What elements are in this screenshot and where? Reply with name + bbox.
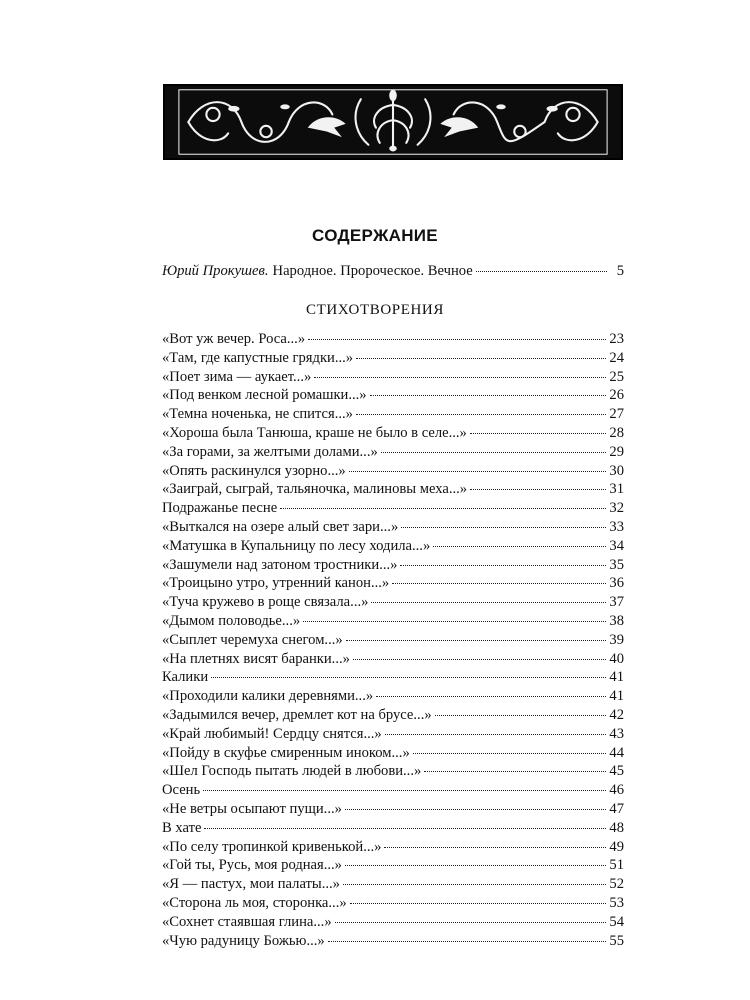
toc-entry-title: «Вот уж вечер. Роса...» <box>162 331 306 347</box>
toc-entry[interactable] <box>162 725 624 744</box>
toc-entry[interactable] <box>162 368 624 387</box>
toc-list <box>162 330 624 950</box>
toc-entry-page: 41 <box>609 669 624 686</box>
leader-dots <box>401 527 606 528</box>
toc-entry[interactable] <box>162 424 624 443</box>
toc-entry-title: «Я — пастух, мои палаты...» <box>162 876 340 893</box>
toc-entry-title: «Сторона ль моя, сторонка...» <box>162 894 347 911</box>
toc-entry-page: 45 <box>609 763 624 780</box>
leader-dots <box>392 583 606 584</box>
toc-entry[interactable] <box>162 687 624 706</box>
toc-entry-title: «Опять раскинулся узорно...» <box>162 462 346 479</box>
leader-dots <box>280 508 606 509</box>
toc-entry[interactable] <box>162 781 624 800</box>
toc-entry[interactable] <box>162 894 624 913</box>
toc-entry-title: Осень <box>162 782 201 799</box>
toc-entry-page: 51 <box>609 857 624 874</box>
toc-entry[interactable] <box>162 556 624 575</box>
toc-entry[interactable] <box>162 443 624 462</box>
toc-entry[interactable] <box>162 593 624 612</box>
leader-dots <box>470 489 606 490</box>
leader-dots <box>413 753 607 754</box>
toc-entry[interactable] <box>162 537 624 556</box>
toc-entry-title: «За горами, за желтыми долами...» <box>162 443 378 460</box>
toc-entry-title: Калики <box>162 669 209 686</box>
ornament-vine-icon <box>165 86 621 158</box>
leader-dots <box>335 922 607 923</box>
leader-dots <box>470 433 607 434</box>
leader-dots <box>353 659 606 660</box>
toc-entry-page: 32 <box>609 500 624 517</box>
toc-entry-title: «Задымился вечер, дремлет кот на брусе...» <box>162 706 432 723</box>
toc-entry-page: 49 <box>609 838 624 855</box>
toc-entry-page: 48 <box>609 819 624 836</box>
toc-entry-page: 27 <box>609 406 624 423</box>
toc-entry-page: 23 <box>609 331 624 347</box>
intro-entry[interactable] <box>162 262 624 280</box>
toc-entry[interactable] <box>162 518 624 537</box>
toc-entry[interactable] <box>162 706 624 725</box>
section-title: СТИХОТВОРЕНИЯ <box>306 302 444 318</box>
toc-entry-title: «Чую радуницу Божью...» <box>162 932 325 949</box>
leader-dots <box>303 621 606 622</box>
toc-entry-title: «Там, где капустные грядки...» <box>162 349 354 366</box>
toc-entry-page: 26 <box>609 387 624 404</box>
toc-entry-page: 42 <box>609 706 624 723</box>
toc-entry-page: 52 <box>609 876 624 893</box>
toc-entry[interactable] <box>162 668 624 687</box>
toc-entry[interactable] <box>162 856 624 875</box>
toc-entry[interactable] <box>162 405 624 424</box>
toc-entry-title: «Шел Господь пытать людей в любови...» <box>162 763 422 780</box>
toc-entry-title: «Поет зима — аукает...» <box>162 368 312 385</box>
leader-dots <box>308 339 606 340</box>
toc-entry-page: 39 <box>609 631 624 648</box>
toc-entry-page: 29 <box>609 443 624 460</box>
toc-entry-page: 55 <box>609 932 624 949</box>
toc-entry-page: 24 <box>609 349 624 366</box>
toc-entry-title: «Туча кружево в роще связала...» <box>162 594 369 611</box>
leader-dots <box>346 640 607 641</box>
toc-entry[interactable] <box>162 650 624 669</box>
leader-dots <box>328 941 607 942</box>
leader-dots <box>385 734 607 735</box>
leader-dots <box>350 903 607 904</box>
intro-author: Юрий Прокушев. <box>162 263 269 279</box>
toc-entry-page: 53 <box>609 894 624 911</box>
toc-entry-page: 47 <box>609 800 624 817</box>
leader-dots <box>343 884 606 885</box>
leader-dots <box>356 414 606 415</box>
toc-entry[interactable] <box>162 913 624 932</box>
toc-entry-page: 28 <box>609 424 624 441</box>
intro-page: 5 <box>616 263 624 279</box>
toc-entry-page: 44 <box>609 744 624 761</box>
leader-dots <box>204 828 606 829</box>
toc-entry[interactable] <box>162 386 624 405</box>
toc-entry-title: «Пойду в скуфье смиренным иноком...» <box>162 744 410 761</box>
toc-entry-title: «Под венком лесной ромашки...» <box>162 387 367 404</box>
leader-dots <box>433 546 606 547</box>
leader-dots <box>349 471 607 472</box>
toc-entry-page: 34 <box>609 537 624 554</box>
toc-entry-title: «Проходили калики деревнями...» <box>162 688 374 705</box>
toc-entry[interactable] <box>162 349 624 368</box>
decorative-headband <box>163 84 623 160</box>
toc-entry-title: «Дымом половодье...» <box>162 612 301 629</box>
toc-entry-title: «По селу тропинкой кривенькой...» <box>162 838 382 855</box>
leader-dots <box>345 809 606 810</box>
toc-entry-title: «Сыплет черемуха снегом...» <box>162 631 343 648</box>
toc-entry[interactable] <box>162 499 624 518</box>
toc-entry-page: 31 <box>609 481 624 498</box>
toc-entry-title: «На плетнях висят баранки...» <box>162 650 350 667</box>
toc-entry[interactable] <box>162 744 624 763</box>
leader-dots <box>345 865 606 866</box>
toc-entry-title: «Матушка в Купальницу по лесу ходила...» <box>162 537 431 554</box>
leader-dots <box>435 715 607 716</box>
leader-dots <box>476 271 607 272</box>
toc-entry-title: «Темна ноченька, не спится...» <box>162 406 353 423</box>
toc-entry[interactable] <box>162 800 624 819</box>
leader-dots <box>376 696 606 697</box>
toc-entry-title: «Край любимый! Сердцу снятся...» <box>162 725 382 742</box>
toc-entry-page: 30 <box>609 462 624 479</box>
toc-entry[interactable] <box>162 875 624 894</box>
toc-entry-page: 40 <box>609 650 624 667</box>
toc-entry-page: 38 <box>609 612 624 629</box>
toc-entry-page: 36 <box>609 575 624 592</box>
toc-entry[interactable] <box>162 631 624 650</box>
page-title: СОДЕРЖАНИЕ <box>312 226 438 245</box>
intro-title: Народное. Пророческое. Вечное <box>272 263 473 279</box>
toc-entry-page: 41 <box>609 688 624 705</box>
toc-entry[interactable] <box>162 838 624 857</box>
leader-dots <box>203 790 606 791</box>
toc-entry-title: «Не ветры осыпают пущи...» <box>162 800 342 817</box>
toc-entry[interactable] <box>162 574 624 593</box>
leader-dots <box>370 395 607 396</box>
toc-entry[interactable] <box>162 480 624 499</box>
leader-dots <box>356 358 606 359</box>
leader-dots <box>400 565 606 566</box>
toc-entry-page: 46 <box>609 782 624 799</box>
toc-entry-title: Подражанье песне <box>162 500 278 517</box>
leader-dots <box>211 677 606 678</box>
toc-entry-title: «Гой ты, Русь, моя родная...» <box>162 857 342 874</box>
leader-dots <box>381 452 607 453</box>
leader-dots <box>384 847 606 848</box>
leader-dots <box>371 602 606 603</box>
toc-entry-title: «Заиграй, сыграй, тальяночка, малиновы меха...» <box>162 481 468 498</box>
toc-entry-title: «Выткался на озере алый свет зари...» <box>162 518 399 535</box>
toc-entry-title: «Хороша была Танюша, краше не было в селе...» <box>162 424 467 441</box>
leader-dots <box>424 771 606 772</box>
toc-entry-page: 35 <box>609 556 624 573</box>
toc-entry[interactable] <box>162 612 624 631</box>
toc-entry-title: В хате <box>162 819 202 836</box>
toc-entry-page: 43 <box>609 725 624 742</box>
toc-entry-page: 37 <box>609 594 624 611</box>
toc-entry-page: 33 <box>609 518 624 535</box>
toc-entry[interactable] <box>162 762 624 781</box>
toc-entry[interactable] <box>162 330 624 349</box>
toc-entry-title: «Сохнет стаявшая глина...» <box>162 913 332 930</box>
toc-entry-title: «Троицыно утро, утренний канон...» <box>162 575 390 592</box>
toc-entry-page: 25 <box>609 368 624 385</box>
toc-entry-page: 54 <box>609 913 624 930</box>
toc-entry[interactable] <box>162 932 624 951</box>
toc-entry[interactable] <box>162 462 624 481</box>
toc-entry-title: «Зашумели над затоном тростники...» <box>162 556 398 573</box>
leader-dots <box>314 377 606 378</box>
toc-entry[interactable] <box>162 819 624 838</box>
